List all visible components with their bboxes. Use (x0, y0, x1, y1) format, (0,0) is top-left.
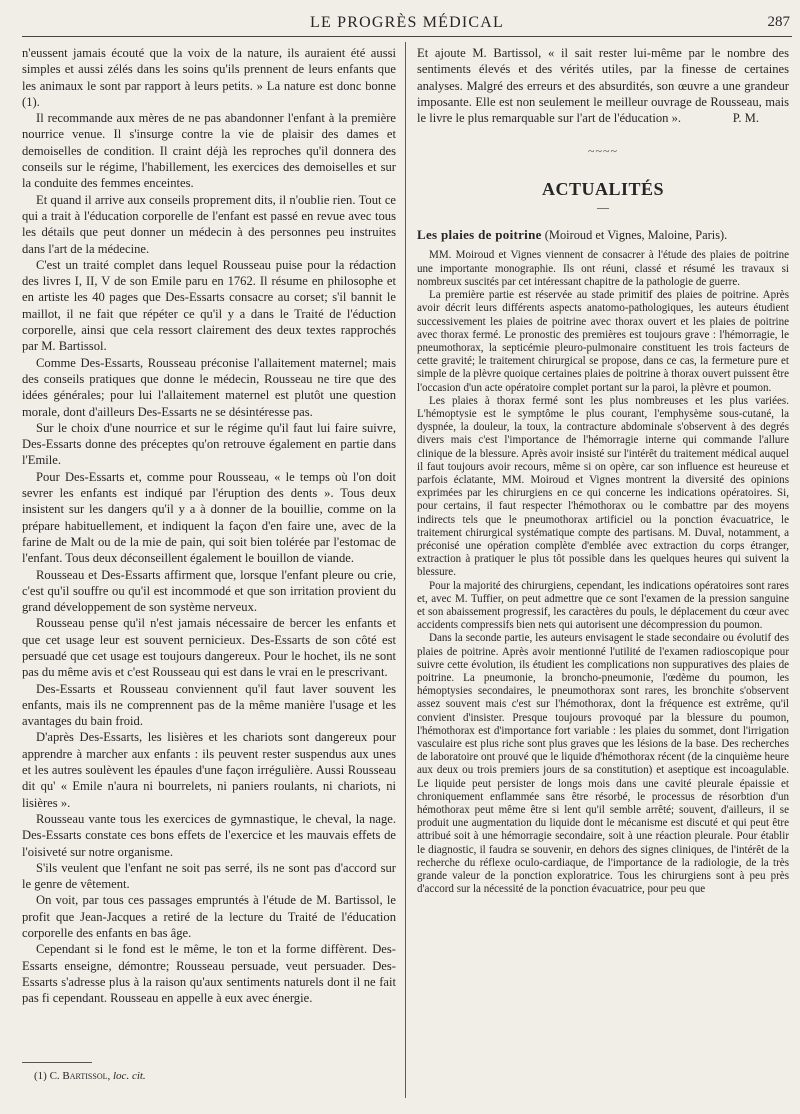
body-paragraph: Comme Des-Essarts, Rousseau préconise l'allaitement maternel; mais des conseils pratiques que donne le médecin, Rousseau ne tire que des idées générales; pour lui l'allaitement maternel est plutôt une question morale, dont d'ailleurs Des-Essarts ne se désintéresse pas. (22, 355, 396, 419)
review-heading (417, 227, 789, 243)
body-paragraph: Et quand il arrive aux conseils proprement dits, il n'oublie rien. Tout ce qui a trait à l'éducation corporelle de l'enfant est passé en revue avec tous les détails que peut donner un médecin à des personnes peu instruites dans l'art de la médecine. (22, 192, 396, 256)
article-ending (417, 45, 789, 126)
review-paragraph: Les plaies à thorax fermé sont les plus nombreuses et les plus variées. L'hémoptysie est le symptôme le plus courant, l'emphysème sous-cutané, la dyspnée, la douleur, la toux, la contracture abdominale s'observent à des degrés divers mais c'est l'importance de l'hémorragie interne qui commande l'allure clinique de la blessure. Après avoir insisté sur l'intérêt du traitement médical auquel il faut toujours avoir recours, même si on opère, car son influence est heureuse et parfois éclatante, MM. Moiroud et Vignes montrent la diversité des opinions exprimées par les chirurgiens en ce qui concerne les indications opératoires. Si, pour certains, il faut respecter l'hémothorax ou le combattre par des moyens indirects tels que le pneumothorax artificiel ou la ponction évacuatrice, le traitement chirurgical systématique compte des partisans. M. Duval, notamment, a préconisé une opération complète d'emblée avec extraction du corps étranger, extraction à pratiquer le plus tôt possible dans les quelques heures qui suivent la blessure. (417, 394, 789, 579)
review-paragraph: Pour la majorité des chirurgiens, cependant, les indications opératoires sont rares et, avec M. Tuffier, on peut admettre que ce sont l'examen de la pression sanguine et son abaissement progressif, les caractères du pouls, le déplacement du cœur avec accidents compressifs bien nets qui autorisent une décompression du poumon. (417, 579, 789, 632)
footnote-marker: (1) (34, 1070, 47, 1082)
body-paragraph: Des-Essarts et Rousseau conviennent qu'il faut laver souvent les enfants, mais ils ne comprennent pas de la même manière l'usage et les avantages du bain froid. (22, 681, 396, 729)
footnote-rule (22, 1062, 92, 1063)
page-header (22, 10, 792, 37)
body-paragraph: n'eussent jamais écouté que la voix de la nature, ils auraient été aussi simples et aussi zélés dans les soins qu'ils prennent de leurs enfants que les animaux le sont par rapport à leurs petits. » La nature est donc bonne (1). (22, 46, 396, 109)
left-column (22, 45, 396, 1007)
body-paragraph: Cependant si le fond est le même, le ton et la forme diffèrent. Des-Essarts enseigne, démontre; Rousseau persuade, veut persuader. Des-Essarts s'adresse plus à la raison qu'aux sentiments naturels dont il ne fait pas fi cependant. Rousseau en appelle à eux avec énergie. (22, 942, 396, 1006)
review-title: Les plaies de poitrine (417, 227, 542, 243)
closing-text: Et ajoute M. Bartissol, « il sait rester lui-même par le nombre des sentiments élevés et des vérités utiles, par la finesse de certaines analyses. Malgré des erreurs et des absurdités, son œuvre a une grandeur imposante. Elle est non seulement le meilleur ouvrage de Rousseau, mais le livre le plus remarquable sur l'art de l'éducation ». (417, 46, 789, 126)
signature: P. M. (732, 111, 759, 126)
body-paragraph: Rousseau vante tous les exercices de gymnastique, le cheval, la nage. Des-Essarts constate ces bons effets de l'exercice et les mauvais effets de l'oisiveté sur notre organisme. (22, 811, 396, 859)
right-column (417, 45, 789, 896)
footnote-reference: loc. cit. (113, 1070, 146, 1082)
review-paragraph: MM. Moiroud et Vignes viennent de consacrer à l'étude des plaies de poitrine une importante monographie. Ils ont réuni, classé et résumé les travaux si nombreux suscités par cet intéressant chapitre de la pathologie de guerre. (417, 249, 789, 288)
body-paragraph: Rousseau pense qu'il n'est jamais nécessaire de bercer les enfants et que cet usage leur est souvent pernicieux. Des-Essarts de son côté est persuadé que cet usage est toujours dangereux. Pour le hochet, ils ne sont pas du même avis et c'est Rousseau qui est dans le vrai en le prescrivant. (22, 616, 396, 680)
review-source: (Moiroud et Vignes, Maloine, Paris). (544, 228, 728, 243)
body-paragraph: Pour Des-Essarts et, comme pour Rousseau, « le temps où l'on doit sevrer les enfants est indiqué par l'éruption des dents ». Tous deux insistent sur les dangers qu'il y a à donner de la bouillie, comme on la prépare habituellement, et indiquent la façon d'en faire une, avec de la farine de Malt ou de la mie de pain, qui soit bien tolérée par l'estomac de l'enfant. Tous deux déconseillent également le bouillon de viande. (22, 469, 396, 566)
review-paragraph: La première partie est réservée au stade primitif des plaies de poitrine. Après avoir décrit leurs différents aspects anatomo-pathologiques, les auteurs étudient successivement les plaies de poitrine avec thorax ouvert et les plaies de poitrine avec thorax fermé. Le pronostic des premières est toujours grave : l'hémorragie, le pneumothorax, la septicémie pleuro-pulmonaire constituent les trois facteurs de cette gravité; le traitement chirurgical se propose, dans ce cas, la fermeture pure et simple de la plèvre quoique certaines plaies de poitrine à thorax ouvert puissent être l'occasion d'un acte opératoire complet portant sur la paroi, la plèvre et poumon. (417, 289, 789, 394)
footnote (34, 1070, 146, 1082)
review-paragraph: Dans la seconde partie, les auteurs envisagent le stade secondaire ou évolutif des plaies de poitrine. Après avoir mentionné l'utilité de l'examen radioscopique pour suivre cette évolution, ils étudient les complications non suppuratives des plaies de poitrine. La pneumonie, la broncho-pneumonie, l'œdème du poumon, les hémoptysies secondaires, le pneumothorax sont rares, les bronchite s'observent assez souvent mais c'est sur l'hémothorax, dont la fréquence est extrême, qu'il convient d'insister. Presque toujours provoqué par la blessure du poumon, l'hémothorax est d'importance fort variable : les plaies du sommet, dont l'irrigation vasculaire est plus riche sont plus graves que les lésions de la base. Des recherches de laboratoire ont prouvé que le liquide d'hémothorax récent (de la cinquième heure aux deux ou trois premiers jours de sa constitution) et aseptique est incoagulable. Le liquide peut persister de longs mois dans une cavité pleurale épaissie et chroniquement enflammée sans être résorbé, le processus de résorbtion d'un hémothorax peut même être si lent qu'il semble arrêté; souvent, d'ailleurs, il se produit une augmentation du liquide dont le mécanisme est discuté et qui peut être attribué soit à une hémorragie secondaire, soit à une réaction pleurale. Pour établir le diagnostic, il faudra se souvenir, en dehors des signes cliniques, de l'intérêt de la recherche du réflexe oculo-cardiaque, de l'importance de la radiologie, de la très grande valeur de la ponction exploratrice. Tous les chirurgiens sont à peu près d'accord sur la nécessité de la ponction évacuatrice, pour peu que (417, 632, 789, 896)
running-title: LE PROGRÈS MÉDICAL (309, 14, 505, 31)
section-title: ACTUALITÉS (541, 179, 665, 200)
footnote-author: C. Bartissol, (49, 1070, 111, 1082)
body-paragraph: Sur le choix d'une nourrice et sur le régime qu'il faut lui faire suivre, Des-Essarts donne des préceptes qu'on retrouve également en partie dans l'Emile. (22, 420, 396, 468)
section-ornament: ~~~~ (588, 144, 618, 159)
closing-paragraph (417, 45, 789, 126)
section-dash: — (597, 200, 609, 215)
body-paragraph: S'ils veulent que l'enfant ne soit pas serré, ils ne sont pas d'accord sur le genre de vêtement. (22, 860, 396, 892)
body-paragraph: Rousseau et Des-Essarts affirment que, lorsque l'enfant pleure ou crie, c'est qu'il souffre ou qu'il est incommodé et que son irritation provient du grand développement de son système nerveux. (22, 567, 396, 615)
column-divider (405, 42, 406, 1098)
review-body (417, 249, 789, 896)
body-paragraph: Il recommande aux mères de ne pas abandonner l'enfant à la première nourrice venue. Il s'insurge contre la vie de plaisir des dames et demoiselles de condition. Il craint déjà les reproches qu'il donnera des conseils sur le régime, l'habillement, les exercices des demoiselles et sur la conduite des femmes enceintes. (22, 111, 396, 191)
body-paragraph: On voit, par tous ces passages empruntés à l'étude de M. Bartissol, le profit que Jean-Jacques a retiré de la lecture du Traité de l'éducation corporelle des enfants en bas âge. (22, 893, 396, 941)
page-number: 287 (767, 14, 790, 30)
body-paragraph: C'est un traité complet dans lequel Rousseau puise pour la rédaction des livres I, II, V de son Emile paru en 1762. Il résume en philosophe et en artiste les 40 pages que Des-Essarts consacre au corset; s'il bannit le maillot, il ne fait que répéter ce qu'il y a dans le Traité de l'éduction corporelle, ainsi que cela ressort clairement des deux textes rapprochés par M. Bartissol. (22, 257, 396, 354)
body-paragraph: D'après Des-Essarts, les lisières et les chariots sont dangereux pour apprendre à marcher aux enfants : ils peuvent rester suspendus aux unes et les autres soulèvent les épaules d'une façon irrégulière. Aussi Rousseau dit qu' « Emile n'aura ni bourrelets, ni paniers roulants, ni chariots, ni lisières ». (22, 730, 396, 810)
